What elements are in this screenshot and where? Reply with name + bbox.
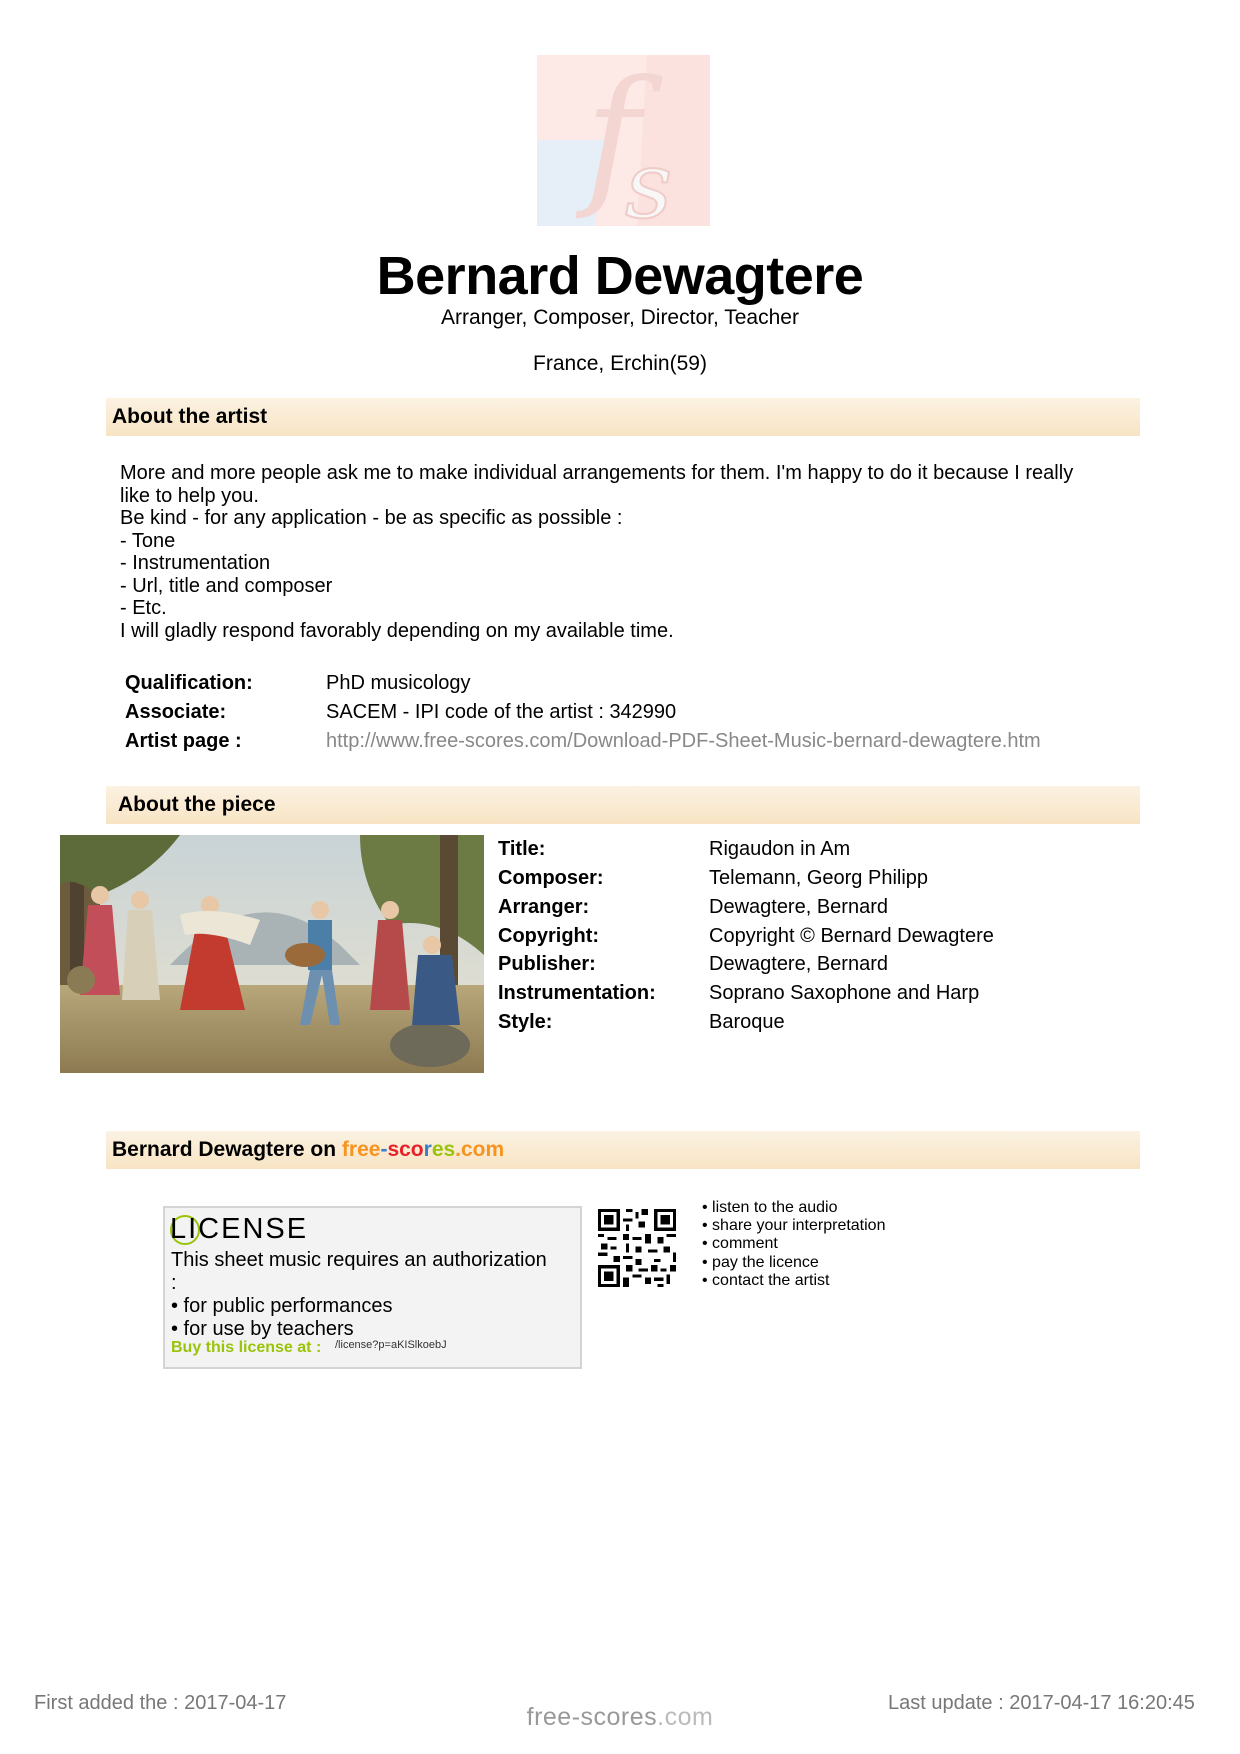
site-brand-link[interactable] (342, 1138, 504, 1161)
qr-code-icon[interactable] (598, 1209, 676, 1287)
associate-label: Associate: (125, 701, 227, 723)
bio-line: - Url, title and composer (120, 574, 333, 597)
piece-title-value: Rigaudon in Am (709, 838, 851, 860)
license-desc-line: • for public performances (171, 1295, 393, 1317)
artist-location: France, Erchin(59) (533, 352, 707, 375)
feature-item: • pay the licence (702, 1253, 819, 1271)
artist-bio (120, 462, 1130, 642)
bio-line: More and more people ask me to make individual arrangements for them. I'm happy to do it because I really (120, 462, 1074, 484)
artist-name: Bernard Dewagtere (376, 246, 864, 306)
section-about-artist: About the artist (106, 398, 1140, 436)
brand-dotcom: .com (455, 1138, 505, 1161)
feature-item: • comment (702, 1235, 778, 1253)
license-desc-line: • for use by teachers (171, 1318, 354, 1340)
bio-line: like to help you. (120, 484, 259, 507)
last-update-date: Last update : 2017-04-17 16:20:45 (888, 1692, 1195, 1714)
brand-free: free (341, 1138, 381, 1161)
footer-logo-main: free-scores (526, 1703, 658, 1731)
feature-item: • listen to the audio (702, 1199, 838, 1216)
footer-logo (0, 1703, 1240, 1732)
license-desc-line: This sheet music requires an authorization (171, 1249, 547, 1271)
license-buy-link[interactable]: /license?p=aKISlkoebJ (335, 1339, 447, 1351)
piece-publisher-value: Dewagtere, Bernard (709, 953, 888, 975)
brand-dash: - (380, 1138, 388, 1161)
section-site-prefix: Bernard Dewagtere on (112, 1138, 337, 1161)
piece-title-label: Title: (498, 838, 546, 860)
license-description (171, 1249, 571, 1341)
piece-arranger-label: Arranger: (498, 896, 590, 918)
license-title: LICENSE (170, 1213, 309, 1245)
piece-instrumentation-value: Soprano Saxophone and Harp (709, 982, 980, 1004)
piece-copyright-label: Copyright: (498, 925, 600, 947)
bio-line: I will gladly respond favorably depending on my available time. (120, 619, 674, 642)
piece-composer-value: Telemann, Georg Philipp (709, 867, 929, 889)
license-desc-line: : (171, 1272, 177, 1294)
brand-sco: sco (387, 1138, 424, 1161)
piece-style-label: Style: (498, 1011, 553, 1033)
piece-style-value: Baroque (709, 1011, 785, 1033)
bio-line: - Tone (120, 529, 176, 552)
bio-line: Be kind - for any application - be as specific as possible : (120, 507, 623, 529)
brand-r: r (423, 1138, 432, 1161)
feature-item: • contact the artist (702, 1271, 830, 1289)
first-added-date: First added the : 2017-04-17 (34, 1692, 287, 1714)
piece-instrumentation-label: Instrumentation: (498, 982, 656, 1004)
section-about-piece: About the piece (106, 786, 1140, 824)
piece-arranger-value: Dewagtere, Bernard (709, 896, 888, 918)
section-artist-on-site (106, 1131, 1140, 1169)
footer-logo-tld: .com (657, 1703, 714, 1731)
bio-line: - Etc. (120, 597, 167, 619)
associate-value: SACEM - IPI code of the artist : 342990 (326, 701, 677, 723)
piece-publisher-label: Publisher: (498, 953, 596, 975)
piece-copyright-value: Copyright © Bernard Dewagtere (709, 925, 994, 947)
piece-composer-label: Composer: (498, 867, 604, 889)
piece-illustration (60, 835, 484, 1073)
qualification-label: Qualification: (125, 672, 253, 694)
svg-text:s: s (625, 132, 673, 226)
artist-page-link[interactable]: http://www.free-scores.com/Download-PDF-Sheet-Music-bernard-dewagtere.htm (326, 730, 1041, 752)
features-list (702, 1199, 885, 1290)
artist-roles: Arranger, Composer, Director, Teacher (441, 306, 799, 329)
qualification-value: PhD musicology (326, 672, 471, 694)
feature-item: • share your interpretation (702, 1217, 886, 1235)
fs-logo-icon (537, 55, 710, 226)
svg-text:f: f (585, 55, 641, 223)
bio-line: - Instrumentation (120, 552, 271, 574)
brand-es: es (431, 1138, 456, 1161)
artist-page-label: Artist page : (125, 730, 242, 752)
license-buy-label: Buy this license at : (171, 1339, 322, 1356)
